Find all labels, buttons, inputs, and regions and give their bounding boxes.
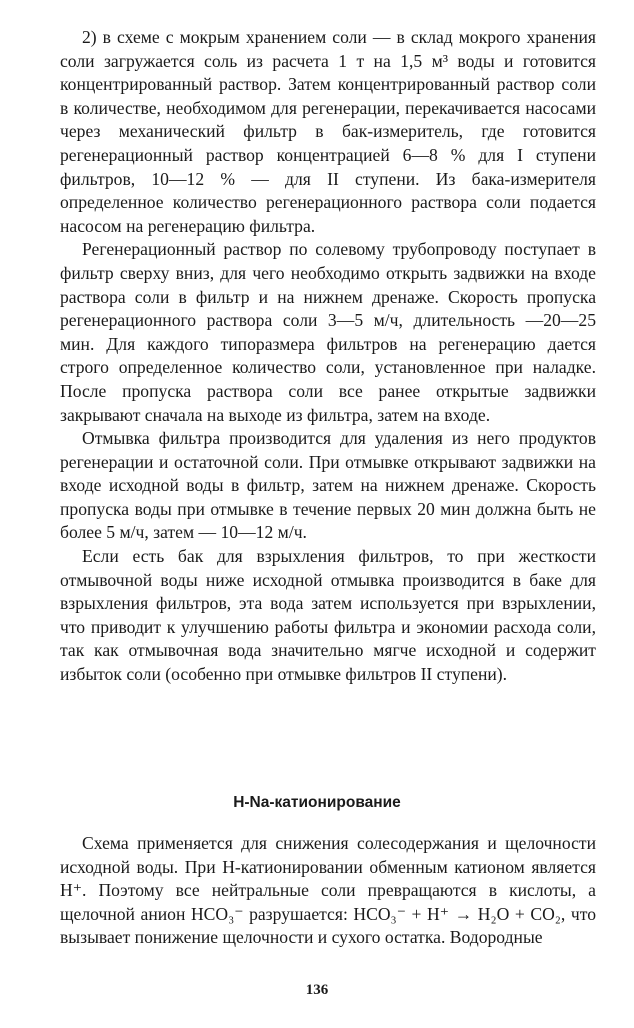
paragraph-1: 2) в схеме с мокрым хранением соли — в склад мокрого хранения соли загружается соль из расчета 1 т на 1,5 м³ воды и готовится концентрированный раствор. Затем концентрированный раствор соли в количестве, необходимом для регенерации, перекачивается насосами через механический фильтр в бак-измеритель, где готовится регенерационный раствор концентрацией 6—8 % для I ступени фильтров, 10—12 % — для II ступени. Из бака-измерителя определенное количество регенерационного раствора соли подается насосом на регенерацию фильтра. [60, 27, 596, 236]
body-text-top [60, 26, 596, 687]
paragraph-5: Схема применяется для снижения солесодержания и щелочности исходной воды. При H-катионировании обменным катионом является H⁺. Поэтому все нейтральные соли превращаются в кислоты, а щелочной анион HCO₃⁻ разрушается: HCO₃⁻ + H⁺ → H₂O + CO₂, что вызывает понижение щелочности и сухого остатка. Водородные [60, 833, 596, 948]
paragraph-4: Если есть бак для взрыхления фильтров, то при жесткости отмывочной воды ниже исходной отмывка производится в баке для взрыхления фильтров, эта вода затем используется при взрыхлении, что приводит к улучшению работы фильтра и экономии расхода соли, так как отмывочная вода значительно мягче исходной и содержит избыток соли (особенно при отмывке фильтров II ступени). [60, 546, 596, 685]
paragraph-2: Регенерационный раствор по солевому трубопроводу поступает в фильтр сверху вниз, для чего необходимо открыть задвижки на входе раствора соли в фильтр и на нижнем дренаже. Скорость пропуска регенерационного раствора соли 3—5 м/ч, длительность —20—25 мин. Для каждого типоразмера фильтров на регенерацию дается строго определенное количество соли, установленное при наладке. После пропуска раствора соли все ранее открытые задвижки закрывают сначала на выходе из фильтра, затем на входе. [60, 239, 596, 425]
body-text-bottom [60, 832, 596, 950]
page-number: 136 [305, 982, 329, 998]
section-heading: H-Na-катионирование [233, 794, 401, 811]
paragraph-3: Отмывка фильтра производится для удаления из него продуктов регенерации и остаточной соли. При отмывке открывают задвижки на входе исходной воды в фильтр, затем на нижнем дренаже. Скорость пропуска воды при отмывке в течение первых 20 мин должна быть не более 5 м/ч, затем — 10—12 м/ч. [60, 428, 596, 543]
